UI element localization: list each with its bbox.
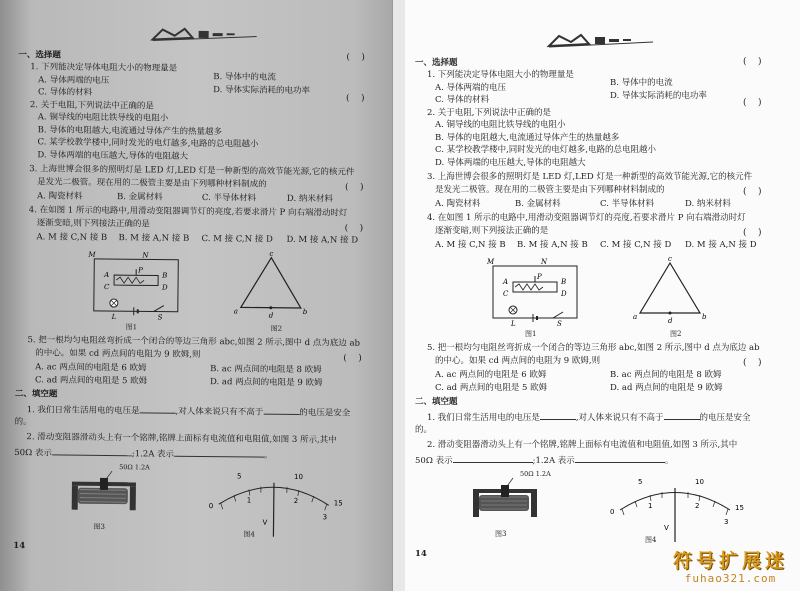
q3-option-a: A. 陶瓷材料 bbox=[36, 191, 83, 202]
fill-q1 bbox=[27, 403, 351, 419]
fill-q2-cont bbox=[14, 446, 272, 462]
fig2-label-c: c bbox=[269, 249, 274, 258]
fig1-label-d: D bbox=[161, 283, 168, 292]
answer-paren-q1: ( ) bbox=[346, 52, 365, 63]
q1-option-b: B. 导体中的电流 bbox=[610, 78, 673, 88]
scale-bottom-3: 3 bbox=[724, 518, 729, 526]
q3-stem-cont: 是发光二极管。现在用的二极管主要是由下列哪种材料制成的 bbox=[37, 177, 267, 190]
fig2-label-b: b bbox=[302, 308, 308, 317]
fill-blank-3[interactable] bbox=[453, 454, 533, 463]
fig1-label-n: N bbox=[541, 258, 548, 266]
scale-top-15: 15 bbox=[333, 499, 343, 508]
page-number: 14 bbox=[13, 541, 26, 552]
book-header-icon bbox=[545, 30, 655, 50]
q5-option-c: C. ad 两点间的电阻是 5 欧姆 bbox=[435, 383, 548, 393]
fill-q2-part2: 50Ω 表示 bbox=[415, 456, 453, 466]
fill-blank-2[interactable] bbox=[263, 406, 299, 415]
fig1-label-a: A bbox=[503, 278, 509, 286]
original-photo-page bbox=[0, 0, 392, 591]
q1-stem: 1. 下列能决定导体电阻大小的物理量是 bbox=[30, 62, 178, 74]
q3-option-b: B. 金属材料 bbox=[116, 192, 163, 203]
fig1-label-m: M bbox=[88, 250, 96, 259]
cleaned-page bbox=[405, 0, 800, 591]
q4-option-b: B. M 接 A,N 接 B bbox=[118, 233, 190, 244]
fig2-label-a: a bbox=[233, 307, 239, 316]
fill-q2: 2. 滑动变阻器滑动头上有一个铭牌,铭牌上面标有电流值和电阻值,如图 3 所示,其中 bbox=[26, 432, 337, 446]
scale-bottom-0: 0 bbox=[610, 508, 615, 516]
fill-q2-part4: 。 bbox=[664, 456, 674, 466]
answer-paren-q2: ( ) bbox=[743, 98, 762, 108]
fig1-label-l: L bbox=[111, 313, 117, 322]
fig1-label-d: D bbox=[561, 290, 567, 298]
watermark-url: fuhao321.com bbox=[684, 572, 777, 585]
figure-3-rheostat bbox=[64, 468, 145, 519]
fill-q1-cont: 的。 bbox=[415, 425, 433, 435]
page-content bbox=[405, 0, 800, 591]
scale-bottom-0: 0 bbox=[208, 502, 214, 511]
page-content bbox=[3, 0, 392, 587]
scale-top-10: 10 bbox=[695, 478, 704, 486]
figure-1-circuit bbox=[86, 251, 187, 322]
answer-paren-q5: ( ) bbox=[343, 353, 362, 364]
figure-4-voltmeter bbox=[198, 464, 349, 541]
q5-option-c: C. ad 两点间的电阻是 5 欧姆 bbox=[34, 375, 148, 387]
q4-option-c: C. M 接 C,N 接 D bbox=[600, 240, 672, 250]
scale-bottom-1: 1 bbox=[648, 502, 653, 510]
q3-option-c: C. 半导体材料 bbox=[201, 192, 257, 204]
book-header-icon bbox=[149, 23, 259, 44]
fig2-label-d: d bbox=[668, 317, 673, 325]
fig1-label-b: B bbox=[561, 278, 567, 286]
figure-3-rheostat bbox=[465, 475, 545, 525]
figure-3-caption: 图3 bbox=[495, 530, 507, 538]
fig2-label-d: d bbox=[268, 311, 274, 320]
q2-option-b: B. 导体的电阻越大,电流通过导体产生的热量越多 bbox=[435, 133, 620, 143]
q1-option-a: A. 导体两端的电压 bbox=[38, 75, 110, 87]
section-title-choice: 一、选择题 bbox=[18, 50, 62, 61]
q1-option-c: C. 导体的材料 bbox=[435, 95, 490, 105]
q2-option-d: D. 导体两端的电压越大,导体的电阻越大 bbox=[435, 158, 586, 168]
q1-option-c: C. 导体的材料 bbox=[38, 87, 93, 98]
fig1-label-b: B bbox=[162, 271, 168, 280]
fill-blank-4[interactable] bbox=[174, 448, 264, 458]
q4-option-c: C. M 接 C,N 接 D bbox=[201, 233, 273, 245]
scale-top-10: 10 bbox=[294, 472, 304, 482]
q4-option-a: A. M 接 C,N 接 B bbox=[435, 240, 506, 250]
section-title-fill: 二、填空题 bbox=[415, 397, 458, 407]
fig1-label-n: N bbox=[142, 251, 149, 260]
scale-bottom-2: 2 bbox=[695, 502, 700, 510]
q4-stem: 4. 在如图 1 所示的电路中,用滑动变阻器调节灯的亮度,若要求滑片 P 向右端滑动时灯 bbox=[28, 205, 348, 219]
fill-q2-part4: 。 bbox=[264, 450, 273, 461]
answer-paren-q3: ( ) bbox=[345, 182, 364, 193]
fill-q2-cont bbox=[415, 454, 673, 467]
figure-1-caption: 图1 bbox=[525, 330, 537, 338]
page-divider bbox=[392, 0, 406, 591]
figure-4-caption: 图4 bbox=[645, 536, 657, 544]
figure-2-triangle bbox=[231, 249, 312, 320]
fill-q1-part1: 1. 我们日常生活用电的电压是 bbox=[26, 405, 140, 417]
scale-bottom-3: 3 bbox=[322, 513, 328, 522]
q2-stem: 2. 关于电阻,下列说法中正确的是 bbox=[427, 108, 552, 118]
fill-q1-part3: 的电压是安全 bbox=[299, 408, 351, 419]
q4-stem-cont: 逐渐变暗,则下列接法正确的是 bbox=[435, 226, 549, 236]
fig1-label-s: S bbox=[157, 313, 163, 322]
q5-option-b: B. ac 两点间的电阻是 8 欧姆 bbox=[610, 370, 722, 380]
q2-option-a: A. 铜导线的电阻比铁导线的电阻小 bbox=[435, 120, 566, 130]
q4-option-b: B. M 接 A,N 接 B bbox=[517, 240, 588, 250]
fill-blank-1[interactable] bbox=[140, 404, 176, 413]
fill-q1-part2: ,对人体来说只有不高于 bbox=[575, 413, 664, 423]
q3-stem-cont: 是发光二极管。现在用的二极管主要是由下列哪种材料制成的 bbox=[435, 185, 665, 195]
answer-paren-q1: ( ) bbox=[743, 57, 762, 67]
q4-option-d: D. M 接 A,N 接 D bbox=[286, 234, 359, 246]
watermark-name: 符号扩展迷 bbox=[672, 550, 788, 572]
q5-stem: 5. 把一根均匀电阻丝弯折成一个闭合的等边三角形 abc,如图 2 所示,图中 d 点为底边 ab bbox=[427, 343, 760, 353]
q5-option-b: B. ac 两点间的电阻是 8 欧姆 bbox=[210, 364, 322, 376]
fig1-label-p: P bbox=[537, 273, 542, 281]
q4-stem-cont: 逐渐变暗,则下列接法正确的是 bbox=[36, 218, 150, 230]
q3-stem: 3. 上海世博会很多的照明灯是 LED 灯,LED 灯是一种新型的高效节能光源,它的核元件 bbox=[427, 172, 753, 182]
scale-top-5: 5 bbox=[237, 472, 242, 481]
q4-stem: 4. 在如图 1 所示的电路中,用滑动变阻器调节灯的亮度,若要求滑片 P 向右端滑动时灯 bbox=[427, 213, 746, 223]
fill-q2-part2: 50Ω 表示 bbox=[14, 448, 52, 459]
q4-option-d: D. M 接 A,N 接 D bbox=[685, 240, 757, 250]
fig2-label-b: b bbox=[702, 313, 707, 321]
q5-option-d: D. ad 两点间的电阻是 9 欧姆 bbox=[610, 383, 723, 393]
fill-q2-part3: ;1.2A 表示 bbox=[131, 449, 175, 460]
q3-option-c: C. 半导体材料 bbox=[600, 199, 655, 209]
q1-option-a: A. 导体两端的电压 bbox=[435, 83, 507, 93]
q5-option-d: D. ad 两点间的电阻是 9 欧姆 bbox=[209, 377, 323, 389]
page-number: 14 bbox=[415, 549, 427, 559]
fill-blank-4[interactable] bbox=[575, 454, 665, 463]
figure-3-label: 50Ω 1.2A bbox=[119, 463, 150, 472]
q3-option-b: B. 金属材料 bbox=[515, 199, 561, 209]
q3-option-d: D. 纳米材料 bbox=[685, 199, 731, 209]
q2-stem: 2. 关于电阻,下列说法中正确的是 bbox=[29, 100, 154, 112]
q1-option-d: D. 导体实际消耗的电功率 bbox=[213, 85, 311, 97]
scale-top-5: 5 bbox=[638, 478, 643, 486]
answer-paren-q4: ( ) bbox=[743, 228, 762, 238]
answer-paren-q5: ( ) bbox=[743, 358, 762, 368]
q3-option-d: D. 纳米材料 bbox=[286, 193, 333, 205]
fig1-label-l: L bbox=[511, 320, 516, 328]
unit-label: V bbox=[664, 524, 669, 532]
answer-paren-q2: ( ) bbox=[345, 93, 365, 104]
fill-blank-3[interactable] bbox=[52, 446, 132, 456]
fill-q2: 2. 滑动变阻器滑动头上有一个铭牌,铭牌上面标有电流值和电阻值,如图 3 所示,其中 bbox=[427, 440, 738, 450]
q2-option-d: D. 导体两端的电压越大,导体的电阻越大 bbox=[37, 150, 189, 162]
figure-4-voltmeter bbox=[600, 470, 750, 545]
q2-option-b: B. 导体的电阻越大,电流通过导体产生的热量越多 bbox=[37, 125, 223, 138]
figure-3-label: 50Ω 1.2A bbox=[520, 470, 551, 478]
fig1-label-m: M bbox=[487, 258, 495, 266]
q5-stem-cont: 的中心。如果 cd 两点间的电阻为 9 欧姆,则 bbox=[35, 348, 201, 360]
q1-option-d: D. 导体实际消耗的电功率 bbox=[610, 91, 707, 101]
fill-q1-cont: 的。 bbox=[14, 417, 32, 428]
q5-option-a: A. ac 两点间的电阻是 6 欧姆 bbox=[435, 370, 547, 380]
q4-option-a: A. M 接 C,N 接 B bbox=[36, 232, 108, 243]
unit-label: V bbox=[262, 518, 268, 527]
q1-option-b: B. 导体中的电流 bbox=[213, 72, 276, 83]
fill-blank-1[interactable] bbox=[540, 411, 576, 420]
fill-q1-part3: 的电压是安全 bbox=[699, 413, 751, 423]
q2-option-c: C. 某学校教学楼中,同时发光的电灯越多,电路的总电阻越小 bbox=[435, 145, 657, 155]
fig2-label-c: c bbox=[668, 255, 672, 263]
answer-paren-q3: ( ) bbox=[743, 187, 762, 197]
q2-option-c: C. 某学校教学楼中,同时发光的电灯越多,电路的总电阻越小 bbox=[37, 137, 259, 150]
fill-blank-2[interactable] bbox=[664, 411, 700, 420]
figure-1-caption: 图1 bbox=[125, 323, 138, 332]
q1-stem: 1. 下列能决定导体电阻大小的物理量是 bbox=[427, 70, 574, 80]
figure-2-caption: 图2 bbox=[270, 324, 283, 333]
q3-stem: 3. 上海世博会很多的照明灯是 LED 灯,LED 灯是一种新型的高效节能光源,它的核元件 bbox=[29, 164, 355, 178]
q5-option-a: A. ac 两点间的电阻是 6 欧姆 bbox=[35, 362, 147, 374]
figure-3-caption: 图3 bbox=[93, 522, 106, 531]
q3-option-a: A. 陶瓷材料 bbox=[435, 199, 481, 209]
q2-option-a: A. 铜导线的电阻比铁导线的电阻小 bbox=[37, 112, 169, 124]
section-title-fill: 二、填空题 bbox=[14, 389, 58, 400]
scale-top-15: 15 bbox=[735, 504, 744, 512]
fill-q1 bbox=[427, 411, 751, 424]
q5-stem-cont: 的中心。如果 cd 两点间的电阻为 9 欧姆,则 bbox=[435, 356, 601, 366]
figure-4-caption: 图4 bbox=[243, 530, 255, 539]
fig2-label-a: a bbox=[633, 313, 638, 321]
q5-stem: 5. 把一根均匀电阻丝弯折成一个闭合的等边三角形 abc,如图 2 所示,图中 d 点为底边 ab bbox=[27, 335, 361, 349]
figure-1-circuit bbox=[485, 258, 585, 328]
scale-bottom-2: 2 bbox=[293, 496, 299, 506]
fig1-label-p: P bbox=[138, 266, 143, 275]
figure-2-caption: 图2 bbox=[670, 330, 682, 338]
fig1-label-a: A bbox=[104, 270, 110, 280]
fig1-label-c: C bbox=[503, 290, 509, 298]
fill-q1-part1: 1. 我们日常生活用电的电压是 bbox=[427, 413, 540, 423]
watermark bbox=[673, 550, 788, 585]
figure-2-triangle bbox=[630, 255, 710, 325]
fill-q2-part3: ;1.2A 表示 bbox=[532, 456, 575, 466]
answer-paren-q4: ( ) bbox=[344, 223, 364, 234]
scale-bottom-1: 1 bbox=[246, 496, 252, 505]
fig1-label-c: C bbox=[103, 282, 110, 292]
fill-q1-part2: ,对人体来说只有不高于 bbox=[175, 406, 264, 418]
fig1-label-s: S bbox=[557, 320, 562, 328]
section-title-choice: 一、选择题 bbox=[415, 58, 458, 68]
